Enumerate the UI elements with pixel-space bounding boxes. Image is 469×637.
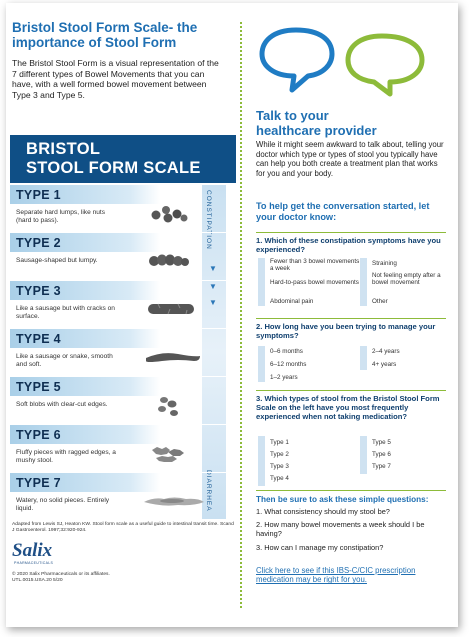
stool-type-7-illustration: [142, 488, 206, 512]
type-name: TYPE 6: [16, 428, 61, 442]
option-other[interactable]: Other: [372, 298, 388, 305]
diarrhea-label: DIARRHEA: [205, 470, 212, 512]
option-type-1[interactable]: Type 1: [270, 439, 289, 446]
option-type-5[interactable]: Type 5: [372, 439, 391, 446]
section-divider: [256, 318, 446, 319]
copyright: [12, 572, 110, 585]
option-type-7[interactable]: Type 7: [372, 463, 391, 470]
option-type-4[interactable]: Type 4: [270, 475, 289, 482]
ask-question-3: 3. How can I manage my constipation?: [256, 543, 384, 552]
question-2-title: 2. How long have you been trying to manage your symptoms?: [256, 322, 436, 340]
option-hard-to-pass[interactable]: Hard-to-pass bowel movements: [270, 279, 359, 286]
checkbox-column[interactable]: [360, 436, 367, 474]
type-row-1: [10, 185, 236, 233]
type-description: Sausage-shaped but lumpy.: [16, 257, 98, 264]
question-1-title: 1. Which of these constipation symptoms have you experienced?: [256, 236, 441, 254]
stool-type-1-illustration: [142, 200, 202, 224]
salix-logo-sub: PHARMACEUTICALS: [14, 561, 54, 565]
option-4-plus-years[interactable]: 4+ years: [372, 361, 397, 368]
speech-bubbles-icon: [258, 24, 438, 100]
stool-type-4-illustration: [142, 344, 204, 368]
tell-heading: To help get the conversation started, let your doctor know:: [256, 201, 430, 222]
constipation-label: CONSTIPATION: [205, 190, 212, 250]
copyright-line: © 2020 Salix Pharmaceuticals or its affiliates.: [12, 572, 110, 577]
arrow-down-icon: ▼: [209, 282, 217, 291]
type-row-5: [10, 377, 236, 425]
type-name: TYPE 3: [16, 284, 61, 298]
question-3: [256, 394, 451, 421]
intro-text: The Bristol Stool Form is a visual representation of the 7 different types of Bowel Movements that you can have, with a well formed bowel movement between Type 3 and Type 5.: [12, 58, 219, 100]
checkbox-column[interactable]: [360, 346, 367, 370]
question-3-title: 3. Which types of stool from the Bristol Stool Form Scale on the left have you most frequently experienced when not taking medication?: [256, 394, 440, 421]
stool-type-2-illustration: [142, 248, 202, 272]
option-type-3[interactable]: Type 3: [270, 463, 289, 470]
type-row-6: [10, 425, 236, 473]
section-divider: [256, 390, 446, 391]
checkbox-column[interactable]: [258, 436, 265, 486]
salix-logo: Salix: [12, 540, 53, 561]
question-2: [256, 322, 451, 340]
checkbox-column[interactable]: [258, 258, 265, 306]
type-row-7: [10, 473, 236, 521]
question-1: [256, 236, 451, 254]
ask-heading: Then be sure to ask these simple questions:: [256, 495, 429, 504]
option-abdominal-pain[interactable]: Abdominal pain: [270, 298, 314, 305]
type-description: Watery, no solid pieces. Entirely liquid.: [16, 497, 110, 512]
stool-type-6-illustration: [142, 440, 202, 468]
section-divider: [256, 490, 446, 491]
talk-body: While it might seem awkward to talk about, telling your doctor which type or types of stool you typically have can help you both create a treatment plan that works for you and your body.: [256, 140, 444, 178]
type-list: [10, 185, 236, 521]
scale-header-line2: STOOL FORM SCALE: [26, 159, 201, 177]
section-divider: [256, 232, 446, 233]
type-name: TYPE 7: [16, 476, 61, 490]
type-name: TYPE 2: [16, 236, 61, 250]
ask-question-2: 2. How many bowel movements a week should I be having?: [256, 520, 425, 538]
ask-question-1: 1. What consistency should my stool be?: [256, 507, 390, 516]
talk-heading-line1: Talk to your: [256, 108, 329, 123]
option-straining[interactable]: Straining: [372, 260, 397, 267]
type-row-3: [10, 281, 236, 329]
option-fewer-than-3[interactable]: Fewer than 3 bowel movements a week: [270, 258, 360, 273]
option-2-4-years[interactable]: 2–4 years: [372, 348, 400, 355]
type-row-2: [10, 233, 236, 281]
arrow-down-icon: ▼: [209, 264, 217, 273]
intro-section: [12, 20, 234, 100]
column-divider: [240, 22, 242, 608]
scale-header: [10, 135, 236, 183]
type-description: Fluffy pieces with ragged edges, a mushy stool.: [16, 449, 116, 464]
page-title: Bristol Stool Form Scale- the importance of Stool Form: [12, 20, 198, 50]
scale-header-line1: BRISTOL: [26, 140, 101, 158]
option-1-2-years[interactable]: 1–2 years: [270, 374, 298, 381]
type-description: Soft blobs with clear-cut edges.: [16, 401, 108, 408]
type-description: Separate hard lumps, like nuts (hard to pass).: [16, 209, 106, 224]
type-row-4: [10, 329, 236, 377]
option-type-6[interactable]: Type 6: [372, 451, 391, 458]
citation: Adapted from Lewis SJ, Heaton KW. Stool form scale as a useful guide to intestinal transit time. Scand J Gastroenterol. 1997;32:920-924.: [12, 522, 234, 534]
document-code: UTL.0015.USA.20 5/20: [12, 578, 63, 584]
arrow-down-icon: ▼: [209, 298, 217, 307]
option-6-12-months[interactable]: 6–12 months: [270, 361, 307, 368]
type-name: TYPE 1: [16, 188, 61, 202]
type-name: TYPE 4: [16, 332, 61, 346]
type-name: TYPE 5: [16, 380, 61, 394]
option-0-6-months[interactable]: 0–6 months: [270, 348, 303, 355]
type-description: Like a sausage but with cracks on surface.: [16, 305, 115, 320]
prescription-link[interactable]: Click here to see if this IBS-C/CIC prescription medication may be right for you.: [256, 566, 416, 585]
talk-heading-line2: healthcare provider: [256, 123, 377, 138]
stool-type-3-illustration: [142, 296, 202, 320]
option-type-2[interactable]: Type 2: [270, 451, 289, 458]
stool-type-5-illustration: [142, 392, 202, 420]
option-not-feeling-empty[interactable]: Not feeling empty after a bowel movement: [372, 272, 441, 287]
type-description: Like a sausage or snake, smooth and soft.: [16, 353, 113, 368]
checkbox-column[interactable]: [360, 258, 367, 306]
checkbox-column[interactable]: [258, 346, 265, 382]
talk-heading: [256, 108, 446, 138]
